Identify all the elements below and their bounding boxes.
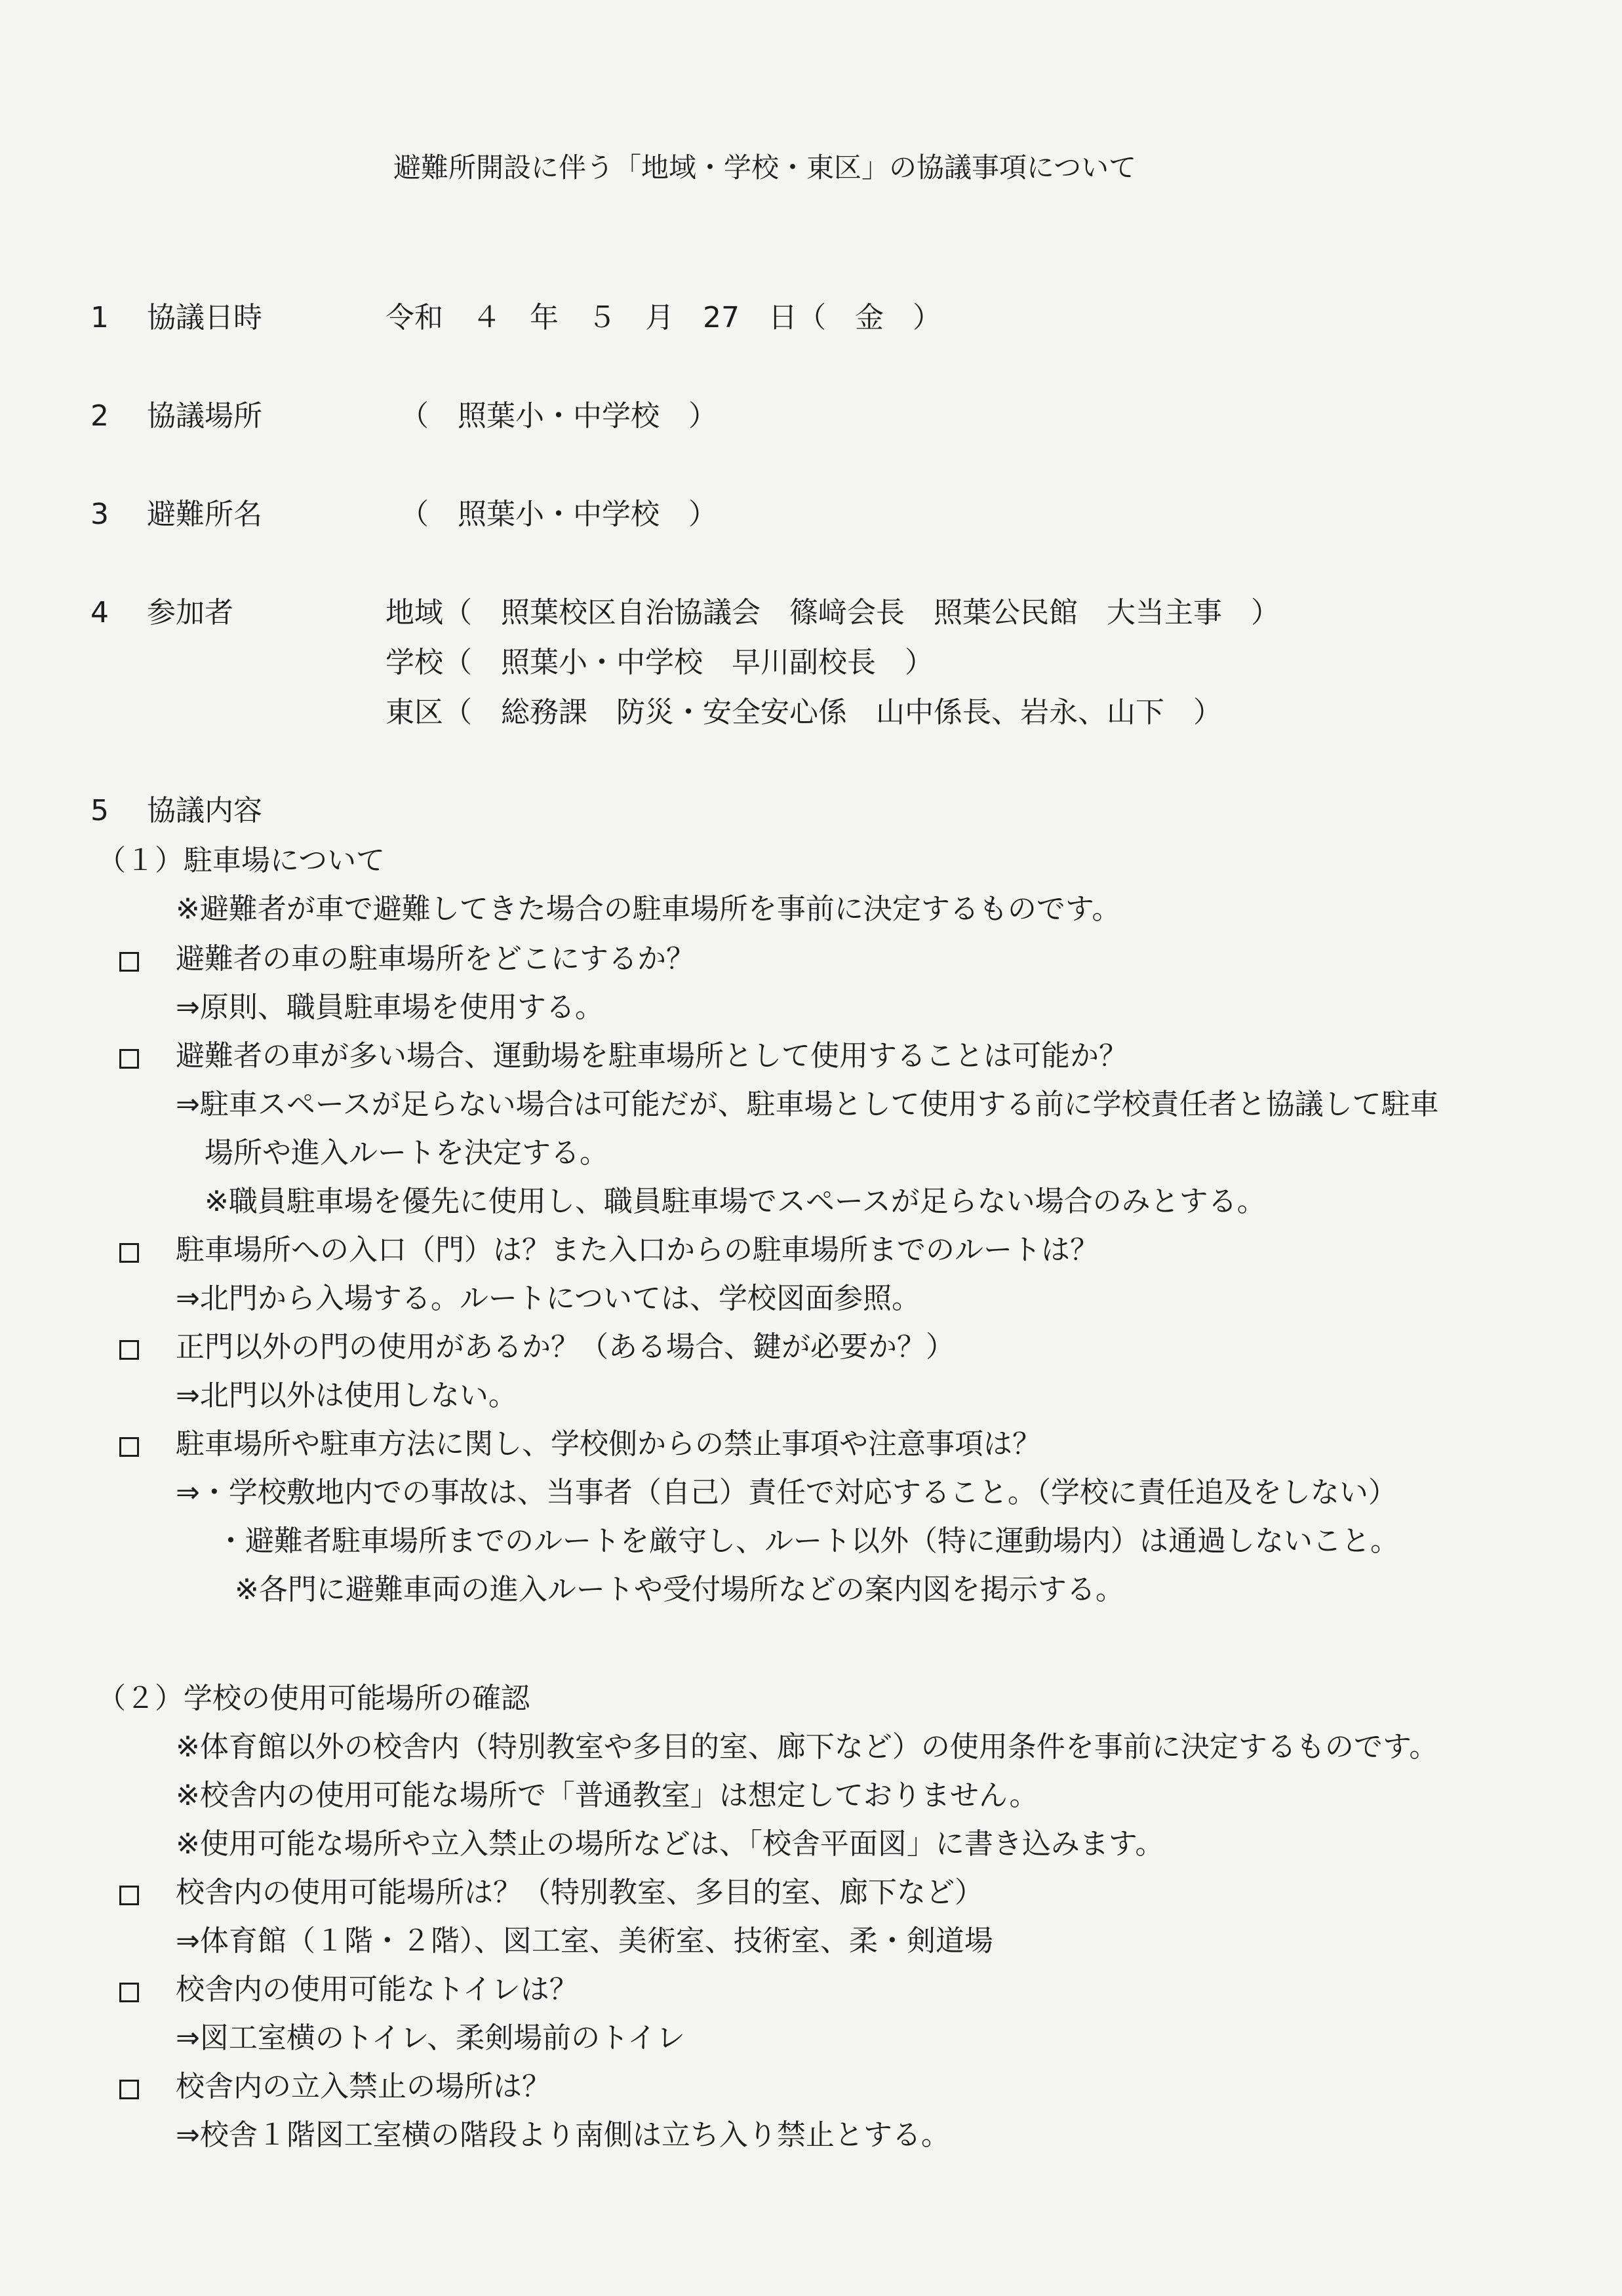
item-1-label: 協議日時 [147, 301, 262, 334]
section-2-heading: （２）学校の使用可能場所の確認 [97, 1682, 530, 1715]
section-1-note: ※避難者が車で避難してきた場合の駐車場所を事前に決定するものです。 [176, 892, 1121, 926]
s1-question-2: 避難者の車が多い場合、運動場を駐車場所として使用することは可能か？ [176, 1039, 1128, 1073]
s2-answer-3: ⇒校舎１階図工室横の階段より南側は立ち入り禁止とする。 [176, 2118, 950, 2152]
s2-question-2: 校舎内の使用可能なトイレは？ [176, 1973, 578, 2006]
item-3-number: 3 [90, 498, 109, 531]
checkbox-s2-q1 [119, 1886, 139, 1905]
checkbox-s2-q3 [119, 2080, 139, 2099]
s1-question-1: 避難者の車の駐車場所をどこにするか？ [176, 942, 695, 976]
s1-answer-5-line-3: ※各門に避難車両の進入ルートや受付場所などの案内図を掲示する。 [235, 1573, 1124, 1606]
s2-question-1: 校舎内の使用可能場所は？（特別教室、多目的室、廊下など） [176, 1876, 983, 1909]
section-2-note-2: ※校舎内の使用可能な場所で「普通教室」は想定しておりません。 [176, 1779, 1038, 1812]
participant-ward: 東区（ 総務課 防災・安全安心係 山中係長、岩永、山下 ） [386, 696, 1222, 729]
checkbox-s1-q3 [119, 1243, 139, 1263]
s1-answer-1: ⇒原則、職員駐車場を使用する。 [176, 991, 604, 1024]
page-title: 避難所開設に伴う「地域・学校・東区」の協議事項について [393, 151, 1137, 184]
item-3-label: 避難所名 [147, 498, 262, 531]
item-5-number: 5 [90, 794, 109, 827]
section-2-note-3: ※使用可能な場所や立入禁止の場所などは、「校舎平面図」に書き込みます。 [176, 1827, 1164, 1861]
item-2-number: 2 [90, 399, 109, 433]
s2-question-3: 校舎内の立入禁止の場所は？ [176, 2070, 551, 2103]
item-1-number: 1 [90, 301, 109, 334]
s1-question-4: 正門以外の門の使用があるか？（ある場合、鍵が必要か？） [176, 1330, 955, 1364]
s1-answer-4: ⇒北門以外は使用しない。 [176, 1379, 517, 1412]
checkbox-s1-q1 [119, 952, 139, 972]
checkbox-s2-q2 [119, 1983, 139, 2002]
s1-question-5: 駐車場所や駐車方法に関し、学校側からの禁止事項や注意事項は？ [176, 1427, 1041, 1461]
s1-question-3: 駐車場所への入口（門）は？また入口からの駐車場所までのルートは？ [176, 1233, 1099, 1267]
s1-answer-5-line-1: ⇒・学校敷地内での事故は、当事者（自己）責任で対応すること。（学校に責任追及をしない） [176, 1476, 1397, 1509]
s2-answer-2: ⇒図工室横のトイレ、柔剣場前のトイレ [176, 2021, 685, 2055]
meeting-date: 令和 ４ 年 ５ 月 27 日（ 金 ） [386, 301, 941, 334]
meeting-place: （ 照葉小・中学校 ） [400, 399, 717, 433]
section-1-heading: （１）駐車場について [97, 844, 386, 877]
section-2-note-1: ※体育館以外の校舎内（特別教室や多目的室、廊下など）の使用条件を事前に決定するものです。 [176, 1730, 1438, 1764]
item-4-number: 4 [90, 596, 109, 629]
item-4-label: 参加者 [147, 596, 233, 629]
s1-answer-2-line-2: 場所や進入ルートを決定する。 [205, 1136, 608, 1170]
s1-answer-2-line-1: ⇒駐車スペースが足らない場合は可能だが、駐車場として使用する前に学校責任者と協議して駐車 [176, 1088, 1439, 1121]
s2-answer-1: ⇒体育館（１階・２階）、図工室、美術室、技術室、柔・剣道場 [176, 1924, 993, 1958]
checkbox-s1-q5 [119, 1437, 139, 1457]
s1-answer-3: ⇒北門から入場する。ルートについては、学校図面参照。 [176, 1282, 920, 1315]
s1-answer-5-line-2: ・避難者駐車場所までのルートを厳守し、ルート以外（特に運動場内）は通過しないこと。 [216, 1524, 1399, 1558]
checkbox-s1-q4 [119, 1340, 139, 1360]
participant-school: 学校（ 照葉小・中学校 早川副校長 ） [386, 646, 934, 679]
shelter-name: （ 照葉小・中学校 ） [400, 498, 717, 531]
item-5-label: 協議内容 [147, 794, 262, 827]
s1-answer-2-line-3: ※職員駐車場を優先に使用し、職員駐車場でスペースが足らない場合のみとする。 [205, 1185, 1266, 1218]
checkbox-s1-q2 [119, 1049, 139, 1069]
item-2-label: 協議場所 [147, 399, 262, 433]
participant-community: 地域（ 照葉校区自治協議会 篠﨑会長 照葉公民館 大当主事 ） [386, 596, 1280, 629]
